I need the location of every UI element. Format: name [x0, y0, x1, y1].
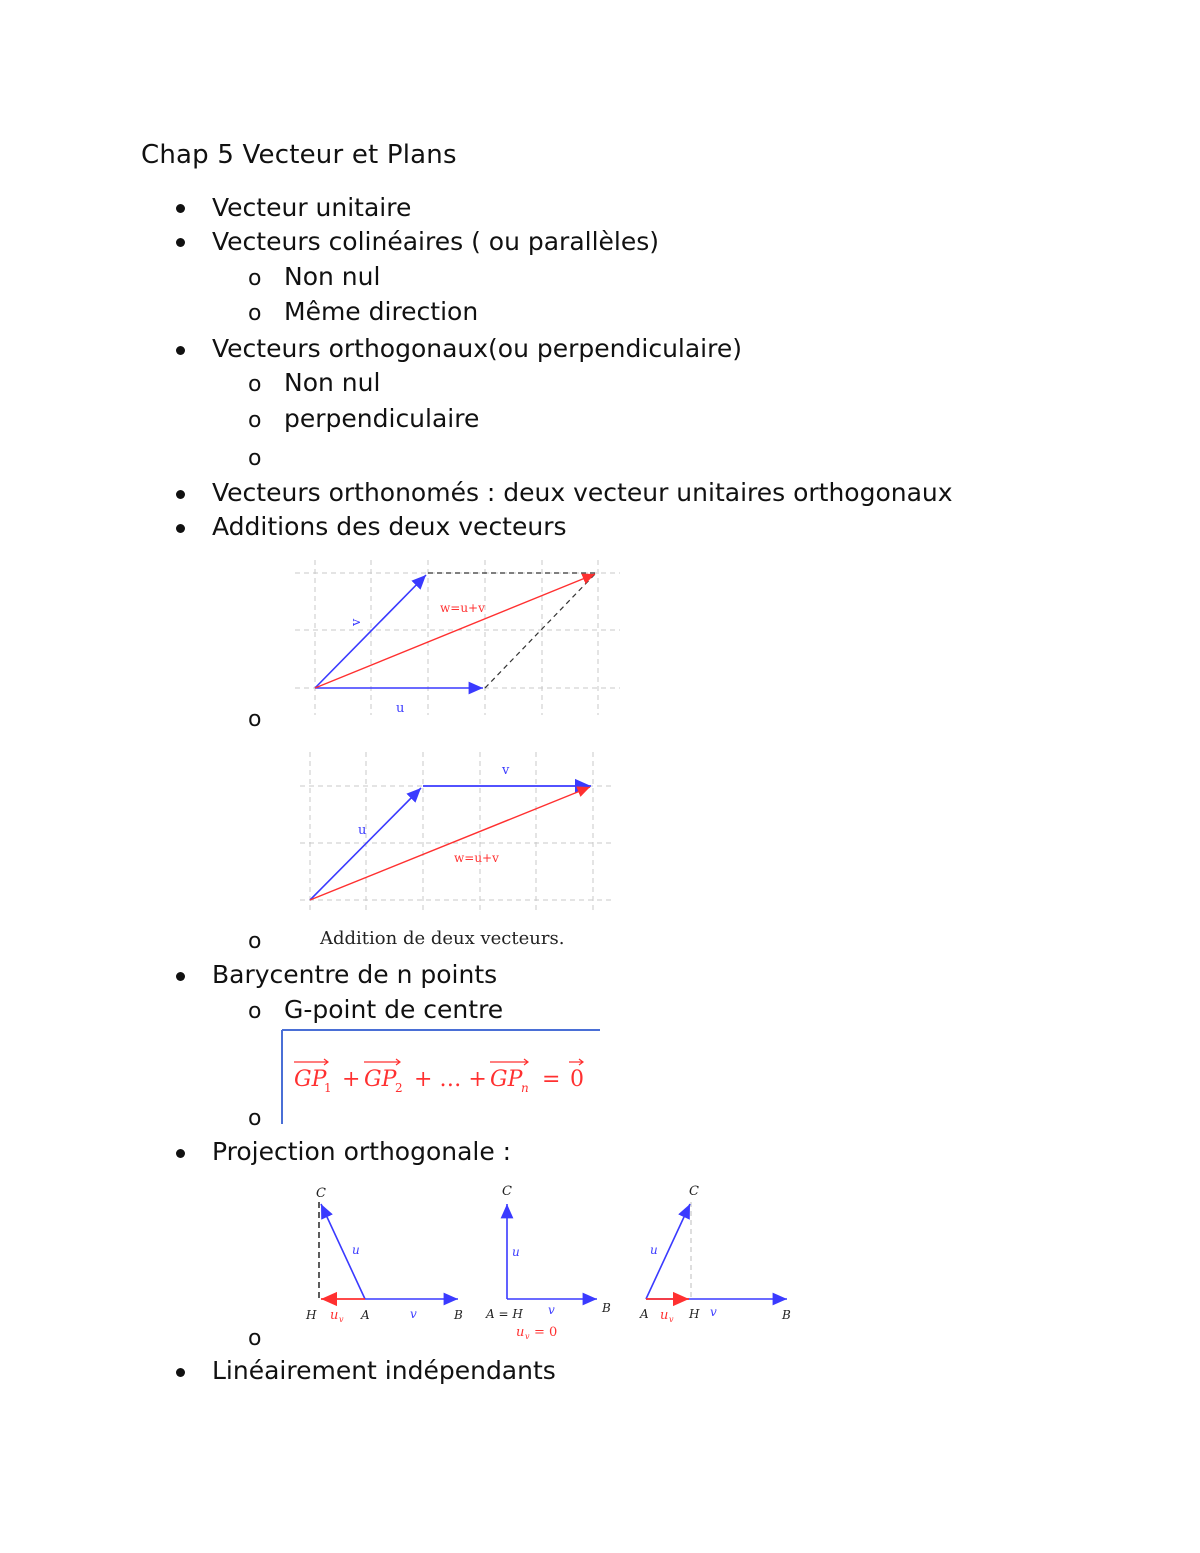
list-item: Projection orthogonale : — [212, 1137, 512, 1166]
projection-figure — [300, 1178, 800, 1348]
label-B: B — [454, 1308, 463, 1322]
page-title: Chap 5 Vecteur et Plans — [141, 140, 457, 170]
bullet — [176, 346, 185, 355]
grid — [300, 752, 613, 912]
label-eq-zero: = 0 — [534, 1325, 558, 1340]
formula-sub2: 2 — [395, 1081, 403, 1095]
list-item: Non nul — [284, 262, 381, 291]
vector-w — [315, 574, 595, 688]
label-uv-sub: v — [339, 1315, 344, 1324]
formula-zero: 0 — [570, 1067, 584, 1092]
label-v: v — [710, 1305, 717, 1319]
label-C: C — [316, 1186, 326, 1201]
sub-bullet: o — [248, 999, 262, 1024]
label-AH: A = H — [486, 1307, 523, 1321]
bullet — [176, 524, 185, 533]
label-v: v — [502, 763, 510, 778]
label-uv-sub: v — [669, 1315, 674, 1324]
list-item: Vecteur unitaire — [212, 193, 412, 222]
bullet — [176, 490, 185, 499]
label-uv: u — [660, 1308, 669, 1323]
label-w: w=u+v — [440, 601, 485, 615]
sub-bullet: o — [248, 301, 262, 326]
vector-u — [310, 788, 421, 900]
bullet — [176, 1149, 185, 1158]
formula-gpn: GP — [490, 1067, 523, 1092]
label-v: v — [349, 618, 364, 626]
label-B: B — [602, 1301, 611, 1315]
label-v: v — [410, 1307, 417, 1321]
list-item: Même direction — [284, 297, 479, 326]
list-item: Non nul — [284, 368, 381, 397]
label-uv-sub: v — [525, 1332, 530, 1341]
formula-dots: + … + — [414, 1067, 487, 1092]
list-item: Vecteurs orthogonaux(ou perpendiculaire) — [212, 334, 742, 363]
projection-panel-2 — [485, 1184, 611, 1341]
list-item: Vecteurs colinéaires ( ou parallèles) — [212, 227, 660, 256]
label-uv: u — [330, 1308, 339, 1323]
sub-bullet: o — [248, 266, 262, 291]
projection-panel-3 — [639, 1184, 791, 1324]
formula-gp1: GP — [294, 1067, 327, 1092]
sub-bullet: o — [248, 372, 262, 397]
label-u: u — [650, 1243, 658, 1257]
formula-subn: n — [521, 1081, 529, 1095]
bullet — [176, 972, 185, 981]
formula-eq: = — [542, 1067, 561, 1092]
label-u: u — [352, 1243, 360, 1257]
label-A: A — [640, 1307, 649, 1321]
list-item: Barycentre de n points — [212, 960, 498, 989]
list-item: Linéairement indépendants — [212, 1356, 556, 1385]
label-u: u — [396, 701, 405, 716]
sub-bullet: o — [248, 1106, 262, 1131]
sub-bullet: o — [248, 1326, 262, 1351]
label-H: H — [689, 1307, 700, 1321]
vector-addition-figure-1 — [290, 560, 625, 720]
label-uv: u — [516, 1325, 525, 1340]
list-item: perpendiculaire — [284, 404, 480, 433]
projection-panel-1 — [305, 1186, 463, 1324]
sub-bullet: o — [248, 446, 262, 471]
bullet — [176, 204, 185, 213]
list-item: Vecteurs orthonomés : deux vecteur unitaires orthogonaux — [212, 478, 953, 507]
label-C: C — [689, 1184, 699, 1199]
figure-caption: Addition de deux vecteurs. — [320, 928, 565, 949]
label-H: H — [306, 1308, 317, 1322]
label-v: v — [548, 1303, 555, 1317]
label-C: C — [502, 1184, 512, 1199]
bullet — [176, 238, 185, 247]
list-item: Additions des deux vecteurs — [212, 512, 567, 541]
label-w: w=u+v — [454, 851, 499, 865]
label-B: B — [782, 1308, 791, 1322]
barycentre-formula — [280, 1028, 602, 1126]
sub-bullet: o — [248, 929, 262, 954]
label-A: A — [361, 1308, 370, 1322]
list-item: G-point de centre — [284, 995, 504, 1024]
sub-bullet: o — [248, 707, 262, 732]
formula-sub1: 1 — [324, 1081, 332, 1095]
bullet — [176, 1368, 185, 1377]
formula-gp2: GP — [364, 1067, 397, 1092]
vector-addition-figure-2 — [298, 752, 618, 952]
label-u: u — [358, 823, 367, 838]
label-u: u — [512, 1245, 520, 1259]
sub-bullet: o — [248, 408, 262, 433]
formula-plus: + — [342, 1067, 361, 1092]
